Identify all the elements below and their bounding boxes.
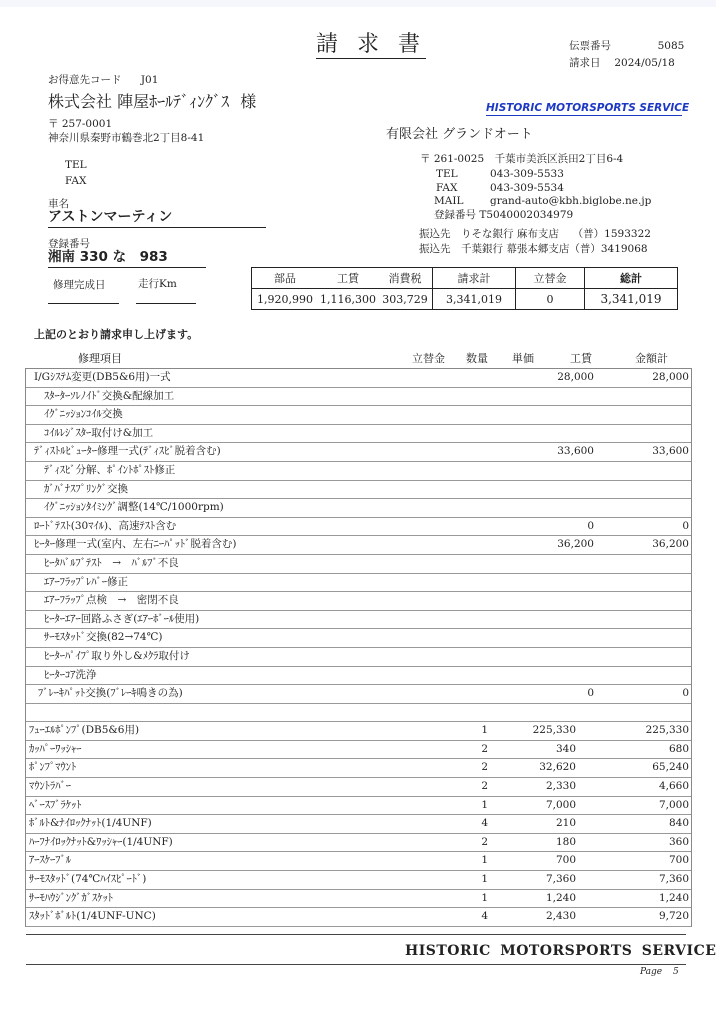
vehicle-reg-label: 登録番号 bbox=[48, 238, 90, 250]
line-item-total: 4,660 bbox=[658, 780, 689, 793]
page-label: Page bbox=[640, 967, 663, 977]
line-item-description: ｽﾀｯﾄﾞﾎﾞﾙﾄ(1/4UNF-UNC) bbox=[29, 910, 156, 923]
slip-number-label: 伝票番号 bbox=[569, 40, 611, 52]
line-item-description: ｶｯﾊﾟｰﾜｯｼｬｰ bbox=[29, 742, 82, 755]
line-item-description: ﾎﾞﾙﾄ&ﾅｲﾛｯｸﾅｯﾄ(1/4UNF) bbox=[29, 817, 152, 830]
issuer-address: 〒 261-0025 千葉市美浜区浜田2丁目6-4 bbox=[420, 153, 624, 165]
line-item-description: ﾋｰﾀｰｴｱｰ回路ふさぎ(ｴｱｰﾎﾞｰﾙ使用) bbox=[44, 612, 200, 625]
line-item-labor: 0 bbox=[587, 687, 594, 700]
line-item-total: 0 bbox=[682, 687, 689, 700]
line-item-qty: 2 bbox=[481, 761, 488, 774]
line-item-description: ｻｰﾓｽﾀｯﾄﾞ交換(82→74℃) bbox=[44, 631, 163, 644]
line-item-description: ﾌｭｰｴﾙﾎﾟﾝﾌﾟ(DB5&6用) bbox=[29, 724, 140, 737]
line-item-row bbox=[26, 406, 691, 425]
line-item-description: ﾋｰﾀﾊﾞﾙﾌﾞﾃｽﾄ → ﾊﾞﾙﾌﾞ不良 bbox=[44, 556, 179, 569]
line-item-description: ｺｲﾙﾚｼﾞｽﾀｰ取付け&加工 bbox=[44, 426, 154, 439]
line-item-row bbox=[26, 834, 691, 853]
summary-table bbox=[251, 267, 678, 310]
col-header-qty: 数量 bbox=[466, 352, 488, 365]
line-item-total: 700 bbox=[668, 854, 689, 867]
line-item-row bbox=[26, 388, 691, 407]
vehicle-name: アストンマーティン bbox=[48, 208, 266, 228]
line-item-description: I/Gｼｽﾃﾑ変更(DB5&6用)一式 bbox=[34, 371, 171, 383]
line-item-total: 360 bbox=[668, 835, 689, 848]
line-item-row bbox=[26, 778, 691, 797]
repair-done-field bbox=[48, 303, 119, 304]
line-item-labor: 28,000 bbox=[557, 371, 594, 383]
invoice-date-row bbox=[569, 55, 675, 72]
line-item-row bbox=[26, 704, 691, 723]
line-item-total: 680 bbox=[668, 742, 689, 755]
issuer-reg-label: 登録番号 bbox=[434, 209, 476, 221]
line-item-description: ﾊｰﾌﾅｲﾛｯｸﾅｯﾄ&ﾜｯｼｬｰ(1/4UNF) bbox=[29, 835, 173, 848]
line-item-description: ｶﾞﾊﾞﾅｽﾌﾟﾘﾝｸﾞ交換 bbox=[44, 482, 128, 495]
line-item-unit: 180 bbox=[555, 835, 576, 848]
summary-header-billed: 請求計 bbox=[433, 268, 516, 289]
line-item-description: ｲｸﾞﾆｯｼｮﾝﾀｲﾐﾝｸﾞ調整(14℃/1000rpm) bbox=[44, 501, 224, 514]
line-item-unit: 1,240 bbox=[545, 891, 576, 904]
customer-name: 株式会社 陣屋ﾎｰﾙﾃﾞｨﾝｸﾞｽ bbox=[48, 92, 230, 111]
summary-billed: 3,341,019 bbox=[433, 289, 516, 310]
issuer-reg-row bbox=[434, 208, 573, 223]
line-item-unit: 7,000 bbox=[545, 798, 576, 811]
line-item-total: 28,000 bbox=[652, 371, 689, 383]
issuer-tel-row bbox=[436, 167, 564, 182]
issuer-mail[interactable]: grand-auto@kbh.biglobe.ne.jp bbox=[490, 195, 652, 207]
document-title: 請 求 書 bbox=[316, 32, 426, 57]
summary-header-grand-total: 総計 bbox=[585, 268, 678, 289]
page-no: 5 bbox=[672, 967, 679, 977]
customer-honorific: 様 bbox=[240, 92, 257, 111]
summary-advance: 0 bbox=[516, 289, 585, 310]
line-item-labor: 0 bbox=[587, 519, 594, 532]
vehicle-name-label: 車名 bbox=[48, 198, 69, 210]
invoice-date-label: 請求日 bbox=[569, 57, 601, 69]
line-item-total: 0 bbox=[682, 519, 689, 532]
summary-header-tax: 消費税 bbox=[378, 268, 433, 289]
customer-postal: 〒 257-0001 bbox=[48, 118, 113, 130]
col-header-unit-price: 単価 bbox=[512, 352, 534, 365]
line-item-row bbox=[26, 759, 691, 778]
line-item-qty: 1 bbox=[481, 854, 488, 867]
invoice-date: 2024/05/18 bbox=[614, 57, 675, 69]
col-header-item: 修理項目 bbox=[78, 352, 122, 365]
line-item-qty: 2 bbox=[481, 835, 488, 848]
line-item-description: ﾌﾞﾚｰｷﾊﾟｯﾄ交換(ﾌﾞﾚｰｷ鳴きの為) bbox=[38, 687, 183, 700]
line-item-row bbox=[26, 648, 691, 667]
customer-name-row bbox=[48, 89, 256, 112]
line-item-qty: 1 bbox=[481, 873, 488, 886]
line-item-total: 7,000 bbox=[658, 798, 689, 811]
footer-brand: HISTORIC MOTORSPORTS SERVICE bbox=[405, 943, 716, 959]
issuer-fax-label: FAX bbox=[436, 182, 458, 194]
line-item-row bbox=[26, 499, 691, 518]
line-item-row bbox=[26, 629, 691, 648]
line-item-row bbox=[26, 369, 691, 388]
brand-header: HISTORIC MOTORSPORTS SERVICE bbox=[486, 102, 690, 114]
repair-done-label: 修理完成日 bbox=[53, 279, 106, 291]
line-item-row bbox=[26, 890, 691, 909]
line-item-row bbox=[26, 611, 691, 630]
line-item-row bbox=[26, 574, 691, 593]
issuer-mail-row bbox=[434, 194, 651, 209]
line-item-row bbox=[26, 536, 691, 555]
customer-code-row bbox=[48, 72, 158, 87]
line-item-description: ｻｰﾓﾊｳｼﾞﾝｸﾞｶﾞｽｹｯﾄ bbox=[29, 891, 113, 904]
line-item-unit: 32,620 bbox=[539, 761, 576, 774]
line-item-total: 840 bbox=[668, 817, 689, 830]
bank-account-2: 振込先 千葉銀行 幕張本郷支店（普）3419068 bbox=[419, 243, 648, 255]
line-item-unit: 340 bbox=[555, 742, 576, 755]
col-header-advance: 立替金 bbox=[412, 352, 445, 365]
line-item-row bbox=[26, 908, 691, 927]
line-item-qty: 1 bbox=[481, 891, 488, 904]
line-item-qty: 1 bbox=[481, 724, 488, 737]
summary-grand-total: 3,341,019 bbox=[585, 289, 678, 310]
customer-code: J01 bbox=[140, 74, 159, 86]
customer-code-label: お得意先コード bbox=[48, 74, 122, 86]
line-item-description: ﾛｰﾄﾞﾃｽﾄ(30ﾏｲﾙ)、高速ﾃｽﾄ含む bbox=[34, 519, 177, 532]
bank-account-1: 振込先 りそな銀行 麻布支店 （普）1593322 bbox=[419, 228, 651, 240]
vehicle-reg: 湘南 330 な 983 bbox=[48, 248, 206, 268]
line-item-qty: 4 bbox=[481, 817, 488, 830]
line-item-qty: 1 bbox=[481, 798, 488, 811]
line-item-total: 36,200 bbox=[652, 538, 689, 551]
issuer-reg-no: T5040002034979 bbox=[479, 209, 574, 221]
col-header-total: 金額計 bbox=[635, 352, 668, 365]
line-item-description: ﾎﾟﾝﾌﾟﾏｳﾝﾄ bbox=[29, 761, 77, 774]
footer-rule-top bbox=[26, 934, 686, 935]
line-item-description: ｱｰｽｹｰﾌﾞﾙ bbox=[29, 854, 71, 867]
customer-address: 神奈川県秦野市鶴巻北2丁目8-41 bbox=[48, 132, 205, 144]
line-item-row bbox=[26, 518, 691, 537]
issuer-tel-label: TEL bbox=[436, 168, 458, 180]
summary-header-row bbox=[252, 268, 678, 289]
line-item-description: ﾍﾞｰｽﾌﾞﾗｹｯﾄ bbox=[29, 798, 82, 811]
summary-value-row bbox=[252, 289, 678, 310]
summary-labor: 1,116,300 bbox=[318, 289, 378, 310]
line-item-row bbox=[26, 722, 691, 741]
col-header-labor: 工賃 bbox=[570, 352, 592, 365]
line-item-row bbox=[26, 462, 691, 481]
issuer-fax: 043-309-5534 bbox=[490, 182, 564, 194]
customer-tel-label: TEL bbox=[65, 159, 87, 171]
line-item-description: ﾋｰﾀｰｺｱ洗浄 bbox=[44, 668, 97, 681]
issuer-company: 有限会社 グランドオート bbox=[386, 127, 533, 142]
line-item-description: ｽﾀｰﾀｰｿﾚﾉｲﾄﾞ交換&配線加工 bbox=[44, 389, 175, 402]
line-item-total: 9,720 bbox=[658, 910, 689, 923]
line-item-row bbox=[26, 741, 691, 760]
line-item-total: 65,240 bbox=[652, 761, 689, 774]
slip-number-row bbox=[569, 38, 684, 55]
line-item-qty: 2 bbox=[481, 780, 488, 793]
line-item-row bbox=[26, 481, 691, 500]
line-item-unit: 7,360 bbox=[545, 873, 576, 886]
line-item-total: 1,240 bbox=[658, 891, 689, 904]
slip-number: 5085 bbox=[657, 40, 685, 52]
line-item-unit: 700 bbox=[555, 854, 576, 867]
page-number bbox=[640, 967, 679, 977]
line-item-row bbox=[26, 555, 691, 574]
summary-header-advance: 立替金 bbox=[516, 268, 585, 289]
issuer-mail-label: MAIL bbox=[434, 195, 464, 207]
line-item-row bbox=[26, 815, 691, 834]
issuer-tel: 043-309-5533 bbox=[490, 168, 564, 180]
mileage-label: 走行Km bbox=[138, 278, 177, 290]
line-item-row bbox=[26, 871, 691, 890]
summary-tax: 303,729 bbox=[378, 289, 433, 310]
summary-parts: 1,920,990 bbox=[252, 289, 319, 310]
line-item-unit: 2,430 bbox=[545, 910, 576, 923]
line-item-row bbox=[26, 425, 691, 444]
line-item-description: ｴｱｰﾌﾗｯﾌﾟﾚﾊﾞｰ修正 bbox=[44, 575, 128, 588]
line-item-unit: 210 bbox=[555, 817, 576, 830]
line-item-labor: 36,200 bbox=[557, 538, 594, 551]
line-item-total: 33,600 bbox=[652, 445, 689, 458]
summary-header-parts: 部品 bbox=[252, 268, 319, 289]
summary-header-labor: 工賃 bbox=[318, 268, 378, 289]
line-item-total: 7,360 bbox=[658, 873, 689, 886]
line-item-description: ﾃﾞｨｽﾋﾞ分解、ﾎﾟｲﾝﾄﾎﾟｽﾄ修正 bbox=[44, 463, 176, 476]
line-item-description: ﾋｰﾀｰ修理一式(室内、左右ﾆｰﾊﾟｯﾄﾞ脱着含む) bbox=[34, 538, 237, 551]
line-item-row bbox=[26, 852, 691, 871]
line-item-row bbox=[26, 797, 691, 816]
line-item-qty: 2 bbox=[481, 742, 488, 755]
line-item-description: ｴｱｰﾌﾗｯﾌﾟ点検 → 密閉不良 bbox=[44, 594, 179, 607]
line-items-table bbox=[25, 368, 692, 927]
line-item-description: ｲｸﾞﾆｯｼｮﾝｺｲﾙ交換 bbox=[44, 408, 123, 421]
line-item-description: ﾃﾞｨｽﾄﾙﾋﾞｭｰﾀｰ修理一式(ﾃﾞｨｽﾋﾞ脱着含む) bbox=[34, 445, 221, 458]
line-item-row bbox=[26, 685, 691, 704]
line-item-description: ﾏｳﾝﾄﾗﾊﾞｰ bbox=[29, 780, 71, 793]
line-item-unit: 2,330 bbox=[545, 780, 576, 793]
footer-rule-bottom bbox=[26, 964, 686, 965]
top-band bbox=[0, 0, 716, 7]
mileage-field bbox=[136, 303, 196, 304]
customer-fax-label: FAX bbox=[65, 175, 87, 187]
line-item-row bbox=[26, 592, 691, 611]
line-item-row bbox=[26, 667, 691, 686]
line-item-description: ｻｰﾓｽﾀｯﾄﾞ(74℃ﾊｲｽﾋﾟｰﾄﾞ) bbox=[29, 873, 147, 886]
line-item-qty: 4 bbox=[481, 910, 488, 923]
line-item-total: 225,330 bbox=[645, 724, 689, 737]
line-item-description: ﾋｰﾀｰﾊﾟｲﾌﾟ取り外し&ﾒｸﾗ取付け bbox=[44, 649, 190, 662]
line-item-unit: 225,330 bbox=[532, 724, 576, 737]
line-item-row bbox=[26, 443, 691, 462]
line-item-labor: 33,600 bbox=[557, 445, 594, 458]
acknowledgement: 上記のとおり請求申し上げます。 bbox=[34, 328, 199, 341]
